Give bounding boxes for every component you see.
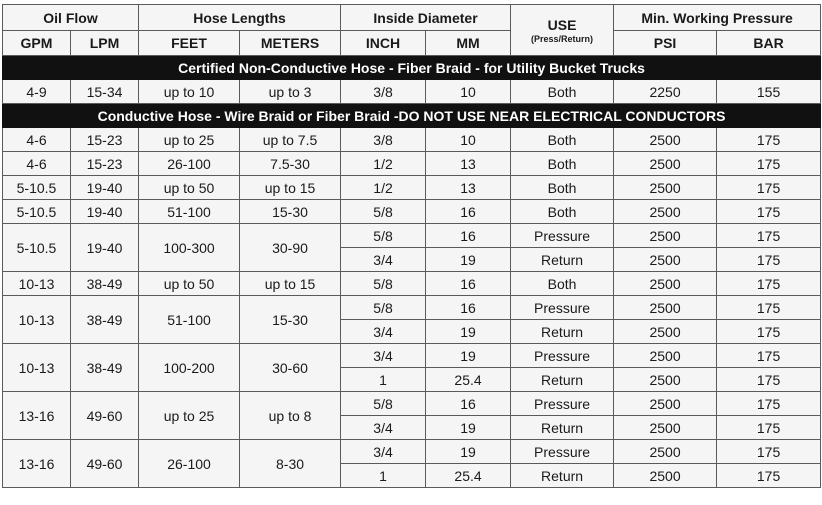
cell-use: Return xyxy=(511,416,614,440)
cell-psi: 2500 xyxy=(614,200,717,224)
cell-lpm: 19-40 xyxy=(71,200,139,224)
cell-feet: up to 25 xyxy=(139,128,240,152)
cell-use: Pressure xyxy=(511,440,614,464)
cell-lpm: 15-23 xyxy=(71,152,139,176)
cell-gpm: 5-10.5 xyxy=(3,224,71,272)
cell-mm: 16 xyxy=(426,224,511,248)
table-row xyxy=(3,200,821,224)
header-row-top xyxy=(3,5,821,31)
cell-psi: 2500 xyxy=(614,440,717,464)
cell-feet: up to 50 xyxy=(139,272,240,296)
cell-psi: 2500 xyxy=(614,248,717,272)
cell-meters: up to 7.5 xyxy=(240,128,341,152)
cell-psi: 2500 xyxy=(614,176,717,200)
cell-inch: 5/8 xyxy=(341,224,426,248)
section-banner-non-conductive xyxy=(3,56,821,80)
cell-bar: 175 xyxy=(717,440,821,464)
cell-bar: 175 xyxy=(717,296,821,320)
cell-feet: 26-100 xyxy=(139,440,240,488)
cell-mm: 19 xyxy=(426,440,511,464)
cell-mm: 16 xyxy=(426,296,511,320)
table-row xyxy=(3,176,821,200)
cell-inch: 3/4 xyxy=(341,320,426,344)
cell-lpm: 19-40 xyxy=(71,224,139,272)
cell-lpm: 38-49 xyxy=(71,272,139,296)
cell-meters: 15-30 xyxy=(240,296,341,344)
cell-use: Pressure xyxy=(511,296,614,320)
cell-psi: 2500 xyxy=(614,416,717,440)
hose-selection-table xyxy=(2,4,821,488)
table-row xyxy=(3,392,821,416)
section-title: Certified Non-Conductive Hose - Fiber Braid - for Utility Bucket Trucks xyxy=(3,56,821,80)
cell-use: Pressure xyxy=(511,224,614,248)
cell-use: Return xyxy=(511,368,614,392)
cell-bar: 155 xyxy=(717,80,821,104)
cell-inch: 3/8 xyxy=(341,80,426,104)
section-banner-conductive xyxy=(3,104,821,128)
cell-feet: 51-100 xyxy=(139,200,240,224)
cell-mm: 25.4 xyxy=(426,464,511,488)
cell-bar: 175 xyxy=(717,416,821,440)
cell-psi: 2500 xyxy=(614,464,717,488)
header-use xyxy=(511,5,614,56)
cell-bar: 175 xyxy=(717,320,821,344)
cell-use: Return xyxy=(511,248,614,272)
cell-lpm: 49-60 xyxy=(71,392,139,440)
cell-inch: 3/4 xyxy=(341,416,426,440)
cell-inch: 5/8 xyxy=(341,296,426,320)
cell-mm: 25.4 xyxy=(426,368,511,392)
cell-bar: 175 xyxy=(717,152,821,176)
cell-feet: up to 50 xyxy=(139,176,240,200)
cell-inch: 5/8 xyxy=(341,392,426,416)
cell-mm: 10 xyxy=(426,128,511,152)
cell-gpm: 5-10.5 xyxy=(3,200,71,224)
header-use-label: USE xyxy=(547,16,577,33)
header-oil-flow: Oil Flow xyxy=(3,5,139,31)
header-inside-diameter: Inside Diameter xyxy=(341,5,511,31)
cell-use: Return xyxy=(511,320,614,344)
cell-inch: 3/4 xyxy=(341,248,426,272)
cell-gpm: 10-13 xyxy=(3,272,71,296)
table-row xyxy=(3,272,821,296)
cell-meters: up to 3 xyxy=(240,80,341,104)
cell-lpm: 19-40 xyxy=(71,176,139,200)
cell-inch: 3/8 xyxy=(341,128,426,152)
cell-feet: 100-300 xyxy=(139,224,240,272)
header-psi: PSI xyxy=(614,31,717,56)
cell-mm: 19 xyxy=(426,248,511,272)
cell-bar: 175 xyxy=(717,224,821,248)
cell-inch: 5/8 xyxy=(341,272,426,296)
cell-mm: 13 xyxy=(426,152,511,176)
cell-psi: 2500 xyxy=(614,368,717,392)
cell-gpm: 5-10.5 xyxy=(3,176,71,200)
cell-bar: 175 xyxy=(717,200,821,224)
header-feet: FEET xyxy=(139,31,240,56)
cell-psi: 2500 xyxy=(614,392,717,416)
cell-bar: 175 xyxy=(717,176,821,200)
header-hose-lengths: Hose Lengths xyxy=(139,5,341,31)
cell-inch: 3/4 xyxy=(341,344,426,368)
cell-mm: 16 xyxy=(426,392,511,416)
cell-gpm: 13-16 xyxy=(3,440,71,488)
cell-use: Pressure xyxy=(511,344,614,368)
cell-bar: 175 xyxy=(717,272,821,296)
cell-lpm: 38-49 xyxy=(71,296,139,344)
cell-use: Both xyxy=(511,200,614,224)
cell-feet: up to 10 xyxy=(139,80,240,104)
cell-inch: 1 xyxy=(341,368,426,392)
cell-psi: 2250 xyxy=(614,80,717,104)
cell-psi: 2500 xyxy=(614,320,717,344)
header-min-pressure: Min. Working Pressure xyxy=(614,5,821,31)
cell-feet: 100-200 xyxy=(139,344,240,392)
cell-use: Both xyxy=(511,176,614,200)
cell-inch: 3/4 xyxy=(341,440,426,464)
cell-use: Both xyxy=(511,272,614,296)
cell-mm: 19 xyxy=(426,416,511,440)
cell-gpm: 4-9 xyxy=(3,80,71,104)
header-mm: MM xyxy=(426,31,511,56)
table-row xyxy=(3,152,821,176)
cell-bar: 175 xyxy=(717,464,821,488)
table-row xyxy=(3,344,821,368)
cell-lpm: 15-23 xyxy=(71,128,139,152)
cell-use: Return xyxy=(511,464,614,488)
cell-mm: 19 xyxy=(426,320,511,344)
header-inch: INCH xyxy=(341,31,426,56)
cell-bar: 175 xyxy=(717,248,821,272)
cell-use: Both xyxy=(511,152,614,176)
cell-inch: 1/2 xyxy=(341,176,426,200)
cell-lpm: 38-49 xyxy=(71,344,139,392)
cell-mm: 13 xyxy=(426,176,511,200)
cell-psi: 2500 xyxy=(614,296,717,320)
cell-psi: 2500 xyxy=(614,152,717,176)
cell-psi: 2500 xyxy=(614,224,717,248)
cell-gpm: 13-16 xyxy=(3,392,71,440)
cell-gpm: 10-13 xyxy=(3,344,71,392)
cell-meters: up to 15 xyxy=(240,272,341,296)
cell-bar: 175 xyxy=(717,368,821,392)
cell-bar: 175 xyxy=(717,128,821,152)
cell-psi: 2500 xyxy=(614,272,717,296)
header-gpm: GPM xyxy=(3,31,71,56)
cell-meters: 30-60 xyxy=(240,344,341,392)
cell-use: Pressure xyxy=(511,392,614,416)
cell-inch: 5/8 xyxy=(341,200,426,224)
section-title: Conductive Hose - Wire Braid or Fiber Braid -DO NOT USE NEAR ELECTRICAL CONDUCTORS xyxy=(3,104,821,128)
cell-lpm: 49-60 xyxy=(71,440,139,488)
cell-meters: 15-30 xyxy=(240,200,341,224)
cell-feet: 26-100 xyxy=(139,152,240,176)
cell-meters: up to 15 xyxy=(240,176,341,200)
cell-mm: 10 xyxy=(426,80,511,104)
cell-mm: 16 xyxy=(426,272,511,296)
header-meters: METERS xyxy=(240,31,341,56)
table-row xyxy=(3,80,821,104)
cell-feet: 51-100 xyxy=(139,296,240,344)
header-use-sub: (Press/Return) xyxy=(531,33,594,44)
cell-psi: 2500 xyxy=(614,128,717,152)
header-row-units xyxy=(3,31,821,56)
cell-feet: up to 25 xyxy=(139,392,240,440)
header-bar: BAR xyxy=(717,31,821,56)
cell-mm: 19 xyxy=(426,344,511,368)
cell-bar: 175 xyxy=(717,392,821,416)
header-lpm: LPM xyxy=(71,31,139,56)
cell-use: Both xyxy=(511,128,614,152)
cell-meters: up to 8 xyxy=(240,392,341,440)
cell-meters: 8-30 xyxy=(240,440,341,488)
cell-gpm: 10-13 xyxy=(3,296,71,344)
table-row xyxy=(3,440,821,464)
cell-meters: 30-90 xyxy=(240,224,341,272)
cell-bar: 175 xyxy=(717,344,821,368)
cell-mm: 16 xyxy=(426,200,511,224)
table-row xyxy=(3,224,821,248)
cell-inch: 1/2 xyxy=(341,152,426,176)
cell-lpm: 15-34 xyxy=(71,80,139,104)
table-row xyxy=(3,296,821,320)
cell-use: Both xyxy=(511,80,614,104)
cell-gpm: 4-6 xyxy=(3,128,71,152)
cell-gpm: 4-6 xyxy=(3,152,71,176)
cell-inch: 1 xyxy=(341,464,426,488)
cell-meters: 7.5-30 xyxy=(240,152,341,176)
table-row xyxy=(3,128,821,152)
cell-psi: 2500 xyxy=(614,344,717,368)
